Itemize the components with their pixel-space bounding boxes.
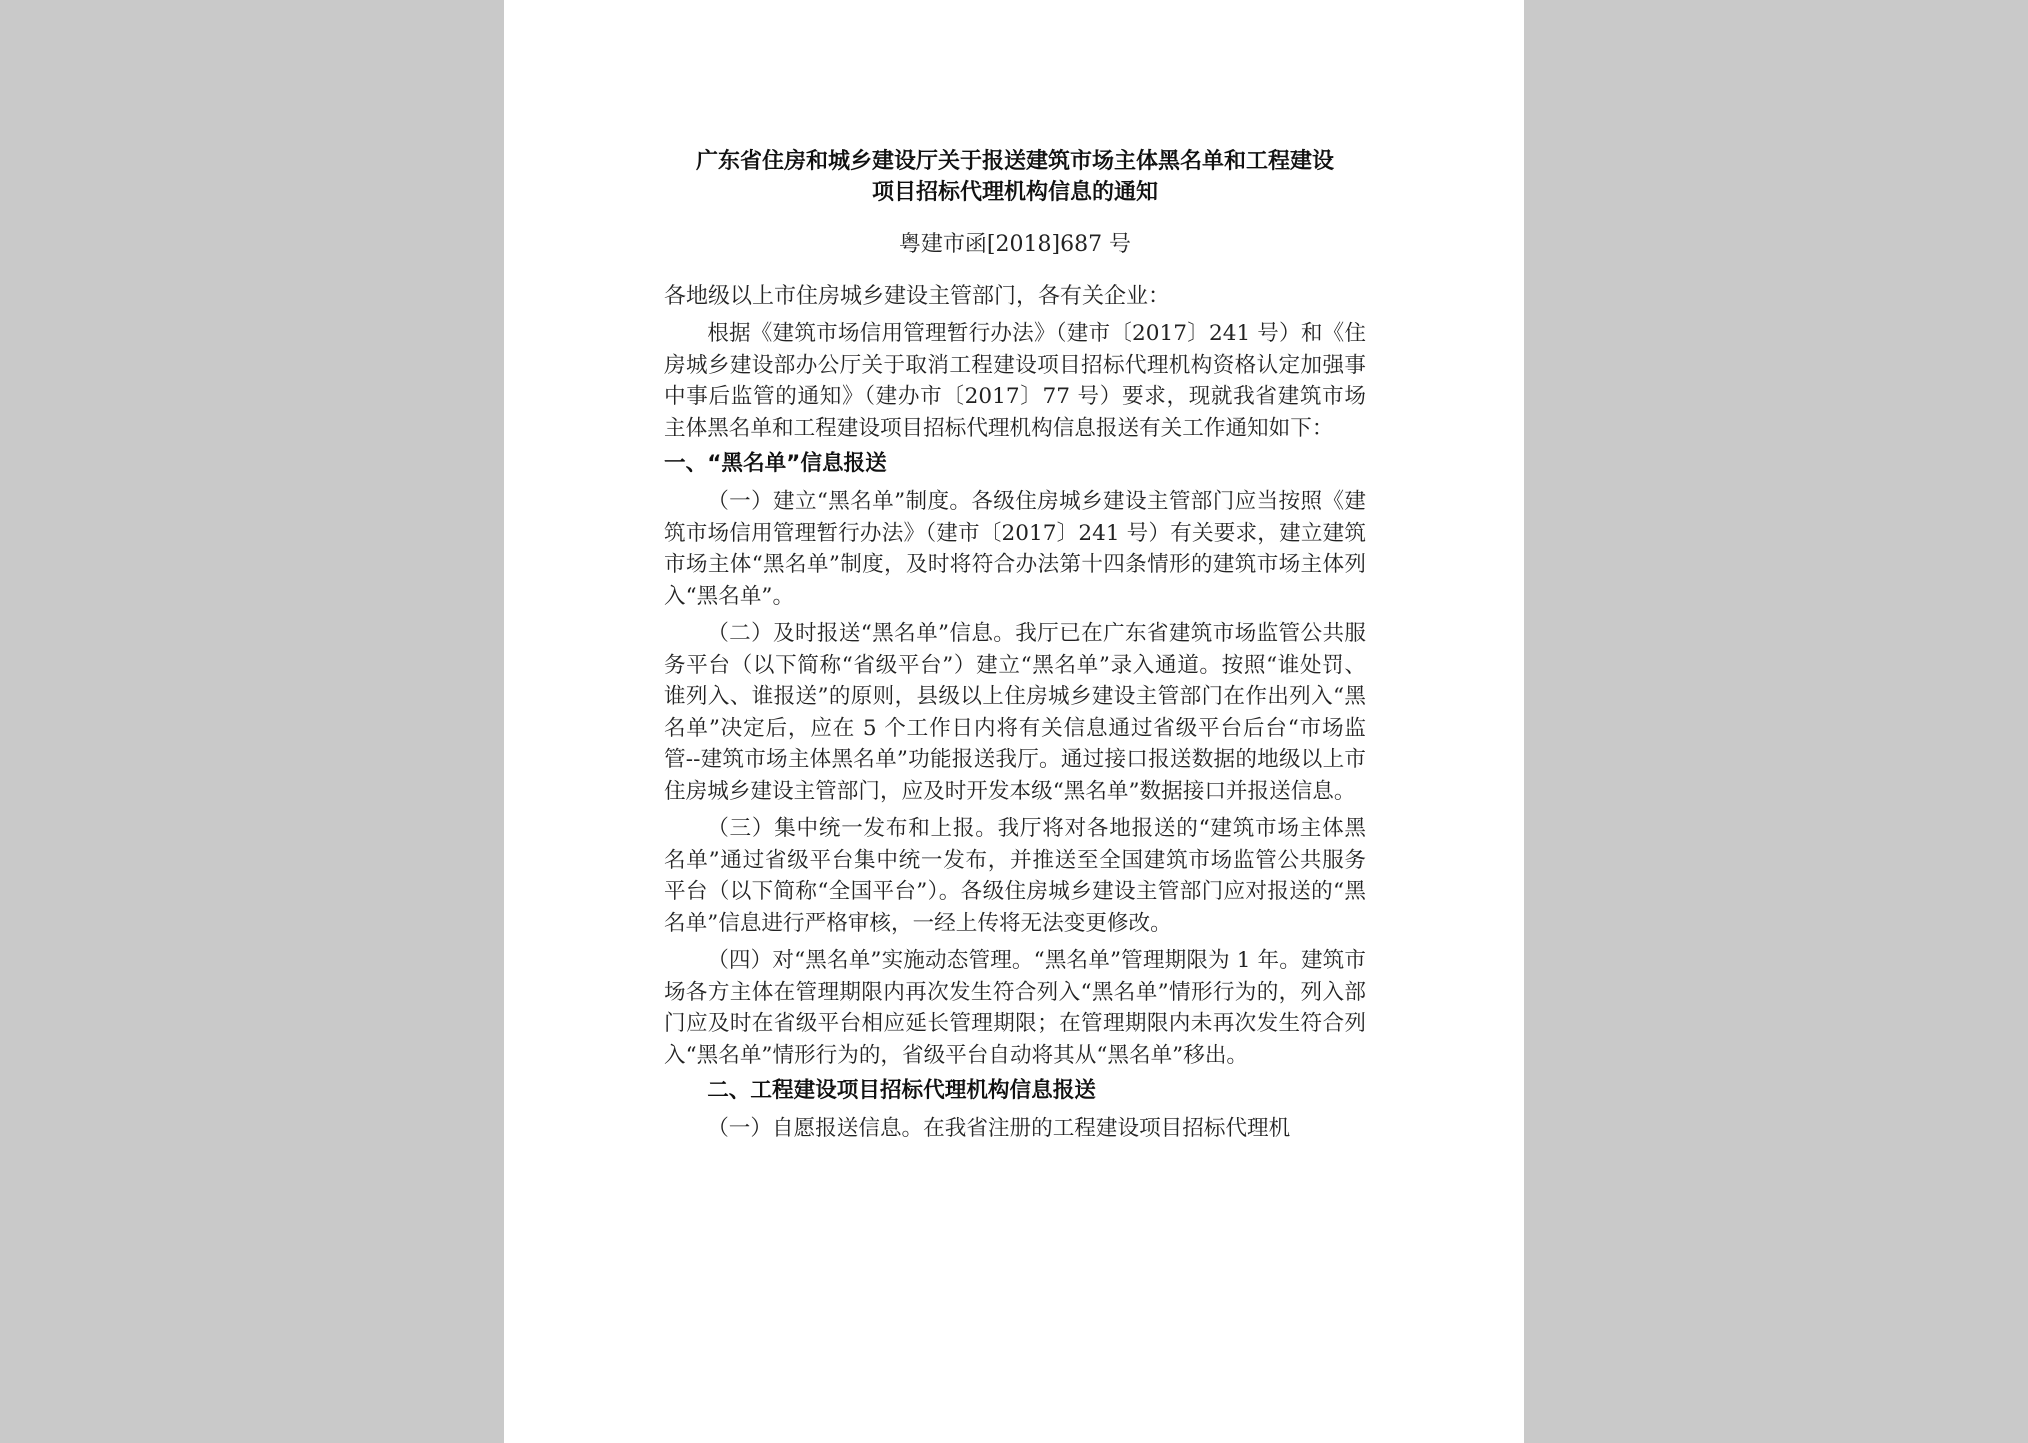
- salutation: 各地级以上市住房城乡建设主管部门，各有关企业：: [664, 284, 1171, 309]
- document-number: 粤建市函[2018]687 号: [898, 232, 1132, 257]
- section-2-item-1: （一）自愿报送信息。在我省注册的工程建设项目招标代理机: [707, 1116, 1291, 1141]
- title-line-1: 广东省住房和城乡建设厅关于报送建筑市场主体黑名单和工程建设: [695, 149, 1334, 174]
- document-page: [504, 0, 1524, 1443]
- section-1-heading: 一、“黑名单”信息报送: [664, 451, 887, 476]
- document-title: [664, 146, 1366, 208]
- intro-paragraph: 根据《建筑市场信用管理暂行办法》（建市〔2017〕241 号）和《住房城乡建设部办公厅关于取消工程建设项目招标代理机构资格认定加强事中事后监管的通知》（建办市〔2017〕77 号）要求，现就我省建筑市场主体黑名单和工程建设项目招标代理机构信息报送有关工作通知如下：: [664, 321, 1366, 441]
- title-line-2: 项目招标代理机构信息的通知: [871, 180, 1158, 205]
- section-1-item-4: （四）对“黑名单”实施动态管理。“黑名单”管理期限为 1 年。建筑市场各方主体在管理期限内再次发生符合列入“黑名单”情形行为的，列入部门应及时在省级平台相应延长管理期限；在管理期限内未再次发生符合列入“黑名单”情形行为的，省级平台自动将其从“黑名单”移出。: [664, 948, 1366, 1068]
- section-1-item-3: （三）集中统一发布和上报。我厅将对各地报送的“建筑市场主体黑名单”通过省级平台集中统一发布，并推送至全国建筑市场监管公共服务平台（以下简称“全国平台”）。各级住房城乡建设主管部门应对报送的“黑名单”信息进行严格审核，一经上传将无法变更修改。: [664, 816, 1366, 936]
- section-2-heading: 二、工程建设项目招标代理机构信息报送: [707, 1078, 1096, 1103]
- section-1-item-1: （一）建立“黑名单”制度。各级住房城乡建设主管部门应当按照《建筑市场信用管理暂行办法》（建市〔2017〕241 号）有关要求，建立建筑市场主体“黑名单”制度，及时将符合办法第十四条情形的建筑市场主体列入“黑名单”。: [664, 489, 1366, 609]
- section-1-item-2: （二）及时报送“黑名单”信息。我厅已在广东省建筑市场监管公共服务平台（以下简称“省级平台”）建立“黑名单”录入通道。按照“谁处罚、谁列入、谁报送”的原则，县级以上住房城乡建设主管部门在作出列入“黑名单”决定后，应在 5 个工作日内将有关信息通过省级平台后台“市场监管--建筑市场主体黑名单”功能报送我厅。通过接口报送数据的地级以上市住房城乡建设主管部门，应及时开发本级“黑名单”数据接口并报送信息。: [664, 621, 1366, 804]
